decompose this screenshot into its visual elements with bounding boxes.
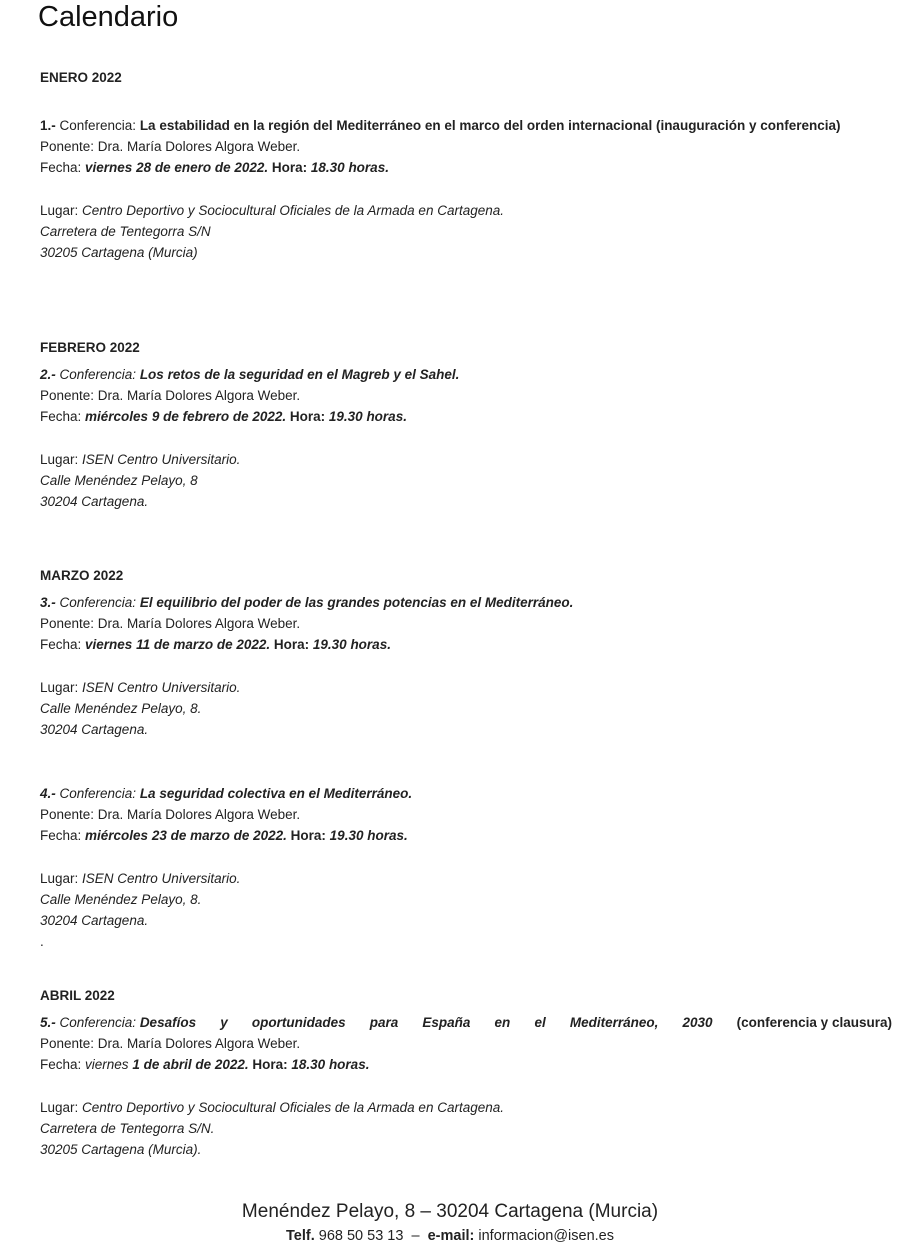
event-address-street: Carretera de Tentegorra S/N. <box>40 1121 215 1136</box>
topic-word: en <box>494 1015 511 1030</box>
event-topic: La seguridad colectiva en el Mediterráneo. <box>139 786 413 801</box>
event-topic-suffix: (conferencia y clausura) <box>736 1015 892 1030</box>
event-place: ISEN Centro Universitario. <box>82 680 241 695</box>
footer-email-label: e-mail: <box>427 1228 475 1244</box>
footer-address: Menéndez Pelayo, 8 – 30204 Cartagena (Murcia) <box>241 1201 659 1222</box>
topic-word: España <box>422 1015 471 1030</box>
event-address-street: Calle Menéndez Pelayo, 8. <box>40 701 202 716</box>
time-label: Hora: <box>268 160 311 175</box>
event-label: Conferencia: <box>55 1015 140 1030</box>
event-number: 1.- <box>40 118 56 133</box>
event-2 <box>40 364 892 512</box>
stray-dot: . <box>40 934 44 949</box>
event-date-line <box>40 406 892 427</box>
topic-word: Mediterráneo, <box>569 1015 659 1030</box>
event-speaker: Ponente: Dra. María Dolores Algora Weber. <box>40 139 301 154</box>
page-title: Calendario <box>38 1 179 33</box>
footer-email[interactable]: informacion@isen.es <box>474 1228 614 1244</box>
event-3 <box>40 592 892 740</box>
month-heading-marzo: MARZO 2022 <box>40 568 124 583</box>
footer-contact <box>0 1226 900 1246</box>
event-time: 19.30 horas. <box>328 409 407 424</box>
event-place-line <box>40 868 892 889</box>
event-label: Conferencia: <box>55 786 140 801</box>
event-place-line <box>40 200 892 221</box>
event-date-line <box>40 1054 892 1075</box>
event-place-line <box>40 1097 892 1118</box>
date-label: Fecha: <box>40 828 86 843</box>
event-place: Centro Deportivo y Sociocultural Oficiales de la Armada en Cartagena. <box>82 1100 504 1115</box>
topic-word: para <box>369 1015 399 1030</box>
event-address-street: Calle Menéndez Pelayo, 8 <box>40 473 198 488</box>
event-place-line <box>40 677 892 698</box>
date-label: Fecha: <box>40 409 86 424</box>
event-date: 1 de abril de 2022. <box>132 1057 249 1072</box>
place-label: Lugar: <box>40 203 83 218</box>
event-place: ISEN Centro Universitario. <box>82 452 241 467</box>
event-topic: La estabilidad en la región del Mediterráneo en el marco del orden internacional (inauguración y conferencia) <box>139 118 841 133</box>
event-date-line <box>40 825 892 846</box>
event-date-line <box>40 157 892 178</box>
event-5-title-line <box>40 1012 892 1033</box>
event-place: Centro Deportivo y Sociocultural Oficiales de la Armada en Cartagena. <box>82 203 504 218</box>
event-2-title-line <box>40 364 892 385</box>
event-time: 18.30 horas. <box>310 160 389 175</box>
time-label: Hora: <box>286 409 329 424</box>
event-date: viernes 28 de enero de 2022. <box>85 160 269 175</box>
month-heading-febrero: FEBRERO 2022 <box>40 340 140 355</box>
event-date: miércoles 23 de marzo de 2022. <box>85 828 287 843</box>
event-time: 19.30 horas. <box>329 828 408 843</box>
event-date-line <box>40 634 892 655</box>
date-label: Fecha: <box>40 637 86 652</box>
event-speaker: Ponente: Dra. María Dolores Algora Weber. <box>40 388 301 403</box>
place-label: Lugar: <box>40 680 83 695</box>
time-label: Hora: <box>286 828 330 843</box>
date-label: Fecha: <box>40 1057 86 1072</box>
time-label: Hora: <box>270 637 313 652</box>
event-5 <box>40 1012 892 1160</box>
event-label: Conferencia: <box>55 118 140 133</box>
place-label: Lugar: <box>40 1100 83 1115</box>
event-time: 19.30 horas. <box>312 637 391 652</box>
event-address-street: Calle Menéndez Pelayo, 8. <box>40 892 202 907</box>
event-3-title-line <box>40 592 892 613</box>
event-4 <box>40 783 892 952</box>
event-date-day: viernes <box>85 1057 129 1072</box>
event-date: miércoles 9 de febrero de 2022. <box>85 409 287 424</box>
event-topic: El equilibrio del poder de las grandes potencias en el Mediterráneo. <box>139 595 574 610</box>
event-date: viernes 11 de marzo de 2022. <box>85 637 271 652</box>
event-speaker: Ponente: Dra. María Dolores Algora Weber. <box>40 616 301 631</box>
time-label: Hora: <box>248 1057 292 1072</box>
topic-word: 2030 <box>682 1015 713 1030</box>
event-time: 18.30 horas. <box>291 1057 370 1072</box>
topic-word: el <box>534 1015 546 1030</box>
footer-tel-label: Telf. <box>286 1228 315 1244</box>
topic-word: Desafíos <box>139 1015 197 1030</box>
event-number: 3.- <box>40 595 56 610</box>
event-label: Conferencia: <box>55 367 140 382</box>
event-address-city: 30205 Cartagena (Murcia). <box>40 1142 202 1157</box>
event-speaker: Ponente: Dra. María Dolores Algora Weber. <box>40 807 301 822</box>
event-address-city: 30204 Cartagena. <box>40 494 149 509</box>
event-number: 4.- <box>40 786 56 801</box>
month-heading-abril: ABRIL 2022 <box>40 988 115 1003</box>
event-1 <box>40 115 892 263</box>
event-address-street: Carretera de Tentegorra S/N <box>40 224 211 239</box>
footer-tel: 968 50 53 13 – <box>314 1228 428 1244</box>
event-number: 2.- <box>40 367 56 382</box>
event-speaker: Ponente: Dra. María Dolores Algora Weber. <box>40 1036 301 1051</box>
event-1-title-line <box>40 115 892 136</box>
event-place: ISEN Centro Universitario. <box>82 871 241 886</box>
event-address-city: 30204 Cartagena. <box>40 722 149 737</box>
place-label: Lugar: <box>40 452 83 467</box>
event-4-title-line <box>40 783 892 804</box>
place-label: Lugar: <box>40 871 83 886</box>
event-address-city: 30204 Cartagena. <box>40 913 149 928</box>
event-topic: Los retos de la seguridad en el Magreb y el Sahel. <box>139 367 460 382</box>
topic-word: oportunidades <box>251 1015 346 1030</box>
event-number: 5.- <box>40 1015 56 1030</box>
event-place-line <box>40 449 892 470</box>
event-label: Conferencia: <box>55 595 140 610</box>
topic-word: y <box>220 1015 228 1030</box>
month-heading-enero: ENERO 2022 <box>40 70 122 85</box>
date-label: Fecha: <box>40 160 86 175</box>
event-address-city: 30205 Cartagena (Murcia) <box>40 245 198 260</box>
